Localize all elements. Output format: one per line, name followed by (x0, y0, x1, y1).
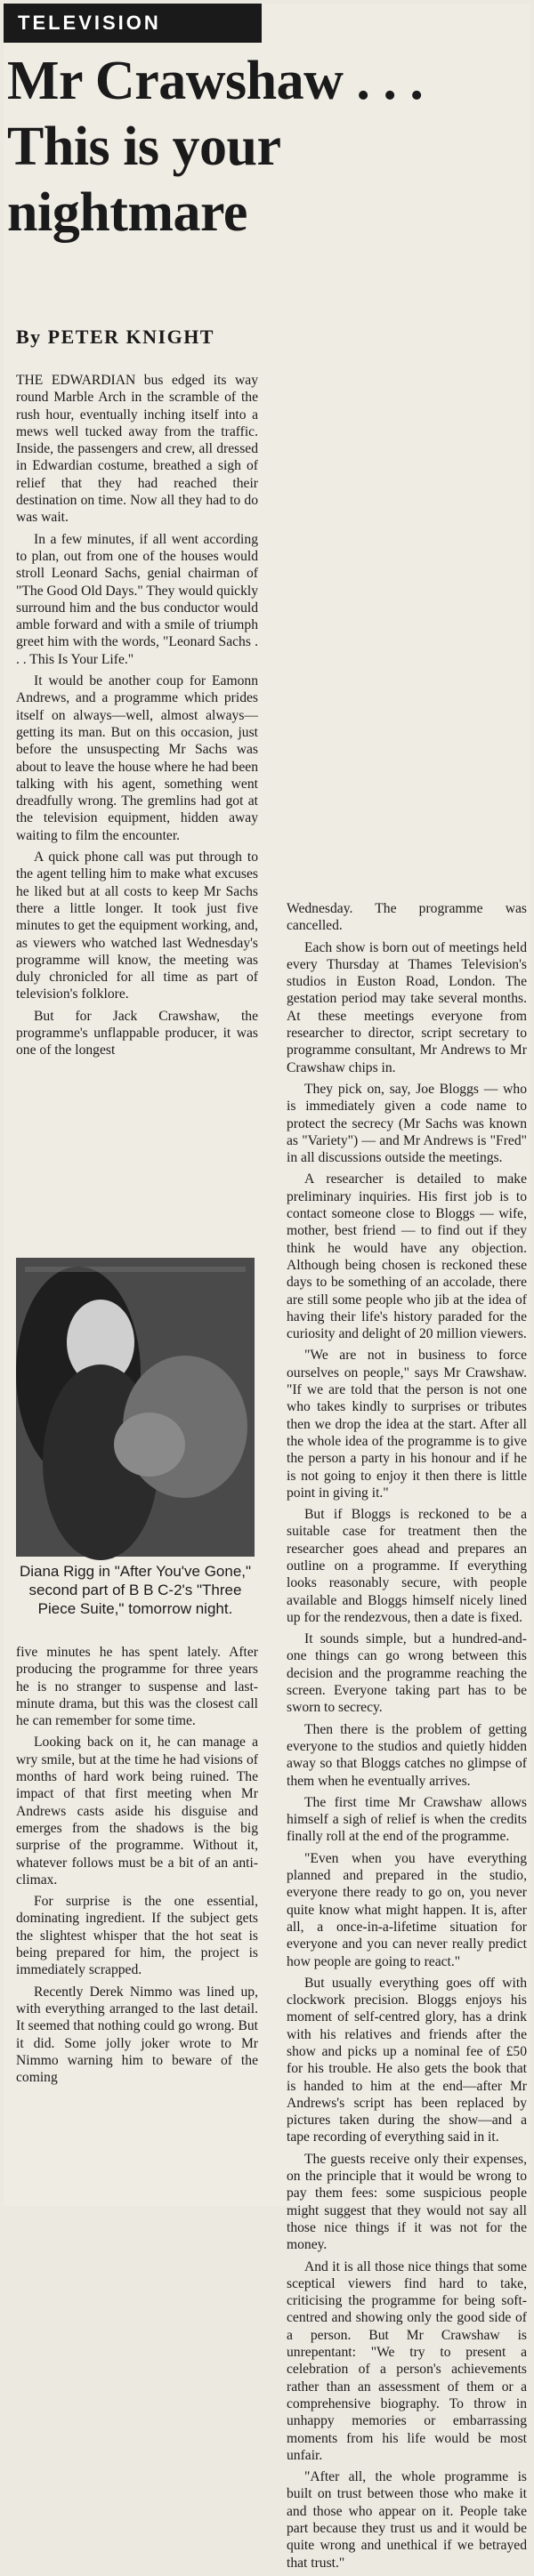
article-column-right (287, 900, 527, 2576)
paragraph: And it is all those nice things that some sceptical viewers find hard to take, criticising the programme for being soft-centred and showing only the good side of a person. But Mr Crawshaw is unrepentant: "We try to present a celebration of a person's achievements rather than an assessment of them or a comprehensive biography. To throw in unhappy memories or embarrassing moments from his life would be most unfair. (287, 2258, 527, 2463)
headline (7, 48, 506, 246)
section-label: TELEVISION (4, 4, 262, 43)
newspaper-page (4, 4, 530, 2571)
paragraph: Recently Derek Nimmo was lined up, with everything arranged to the last detail. It seemed that nothing could go wrong. But it did. Some jolly joker wrote to Mr Nimmo warning him to beware of the coming (16, 1984, 258, 2086)
photo-image (16, 1258, 255, 1557)
headline-line-1: Mr Crawshaw . . . (7, 51, 424, 111)
article-column-left-top (16, 372, 258, 1064)
paragraph: But if Bloggs is reckoned to be a suitable case for treatment then the researcher goes ahead and prepares an outline on a programme. If everything looks reasonably secure, with people available and Bloggs himself nicely lined up for the rendezvous, then a date is fixed. (287, 1507, 527, 1625)
paragraph: In a few minutes, if all went according to plan, out from one of the houses would stroll Leonard Sachs, genial chairman of "The Good Old Days." They would quickly surround him and the bus conductor would amble forward and with a smile of triumph greet him with the words, "Leonard Sachs . . . This Is Your Life." (16, 531, 258, 667)
paragraph: It sounds simple, but a hundred-and-one things can go wrong between this decision and the programme reaching the screen. Everyone taking part has to be sworn to secrecy. (287, 1631, 527, 1716)
paragraph: Then there is the problem of getting everyone to the studios and quietly hidden away so that Bloggs catches no glimpse of them when he eventually arrives. (287, 1721, 527, 1789)
paragraph: A quick phone call was put through to the agent telling him to make what excuses he liked but at all costs to keep Mr Sachs there a little longer. It took just five minutes to get the equipment working, and, as viewers who watched last Wednesday's programme will know, the meeting was duly chronicled for all time as part of television's folklore. (16, 849, 258, 1002)
headline-line-2: This is your (7, 117, 281, 177)
paragraph: The first time Mr Crawshaw allows himself a sigh of relief is when the credits finally roll at the end of the programme. (287, 1794, 527, 1845)
paragraph: For surprise is the one essential, dominating ingredient. If the subject gets the slightest whisper that the hot seat is being prepared for him, the project is immediately scrapped. (16, 1894, 258, 1978)
photo-caption: Diana Rigg in "After You've Gone," second part of B B C-2's "Three Piece Suite," tomorrow night. (19, 1563, 252, 1617)
paragraph: Wednesday. The programme was cancelled. (287, 901, 527, 934)
paragraph: "Even when you have everything planned and prepared in the studio, everyone there ready to go on, you never quite know what might happen. It is, after all, a once-in-a-lifetime situation for everyone and you can never really predict how people are going to react." (287, 1850, 527, 1969)
article-column-left-bottom (16, 1644, 258, 2090)
paragraph: But usually everything goes off with clockwork precision. Bloggs enjoys his moment of self-centred glory, has a drink with his relatives and friends after the show and picks up a nominal fee of £50 for his trouble. He also gets the book that is handed to him at the end—after Mr Andrews's script has been replaced by pictures taken during the show—and a tape recording of everything said in it. (287, 1975, 527, 2145)
byline: By PETER KNIGHT (16, 326, 214, 348)
paragraph: The guests receive only their expenses, on the principle that it would be wrong to pay them fees: some suspicious people might suggest that they would not say all those nice things if it was not for the money. (287, 2151, 527, 2253)
paragraph: Looking back on it, he can manage a wry smile, but at the time he had visions of months of hard work being ruined. The impact of that first meeting when Mr Andrews casts aside his disguise and emerges from the shadows is the big surprise of the programme. Without it, whatever follows must be a bit of an anti-climax. (16, 1735, 258, 1888)
photo-diana-rigg (16, 1258, 255, 1557)
paragraph: "After all, the whole programme is built on trust between those who make it and those who appear on it. People take part because they trust us and it would be quite wrong and unethical if we betrayed that trust." (287, 2469, 527, 2571)
paragraph: A researcher is detailed to make preliminary inquiries. His first job is to contact someone close to Bloggs — wife, mother, best friend — to find out if they think he would have any objection. Although being chosen is reckoned these days to be something of an accolade, there are still some people who jib at the idea of having their life's history paraded for the curiosity and delight of 20 million viewers. (287, 1171, 527, 1342)
headline-line-3: nightmare (7, 182, 247, 243)
paragraph: But for Jack Crawshaw, the programme's unflappable producer, it was one of the longest (16, 1008, 258, 1059)
paragraph: Each show is born out of meetings held every Thursday at Thames Television's studios in Euston Road, London. The gestation period may take several months. At these meetings everyone from researcher to director, script secretary to programme consultant, Mr Andrews to Mr Crawshaw chips in. (287, 939, 527, 1075)
paragraph: It would be another coup for Eamonn Andrews, and a programme which prides itself on always—well, almost always—getting its man. But on this occasion, just before the unsuspecting Mr Sachs was about to leave the house where he had been talking with his agent, something went dreadfully wrong. The gremlins had got at the television equipment, hidden away waiting to film the encounter. (16, 673, 258, 843)
paragraph: five minutes he has spent lately. After producing the programme for three years he is no stranger to suspense and last-minute drama, but this was the closest call he can remember for some time. (16, 1645, 258, 1729)
paragraph: "We are not in business to force ourselves on people," says Mr Crawshaw. "If we are told that the person is not one who takes kindly to surprises or tributes then we drop the idea at the start. After all the whole idea of the programme is to give the person a party in his honour and if he is not going to enjoy it then there is little point in giving it." (287, 1348, 527, 1501)
paragraph: THE EDWARDIAN bus edged its way round Marble Arch in the scramble of the rush hour, eventually inching itself into a mews well tucked away from the traffic. Inside, the passengers and crew, all dressed in Edwardian costume, breathed a sigh of relief that they had reached their destination on time. Now all they had to do was wait. (16, 373, 258, 526)
paragraph: They pick on, say, Joe Bloggs — who is immediately given a code name to protect the secrecy (Mr Sachs was known as "Variety") — and Mr Andrews is "Fred" in all discussions outside the meetings. (287, 1081, 527, 1166)
